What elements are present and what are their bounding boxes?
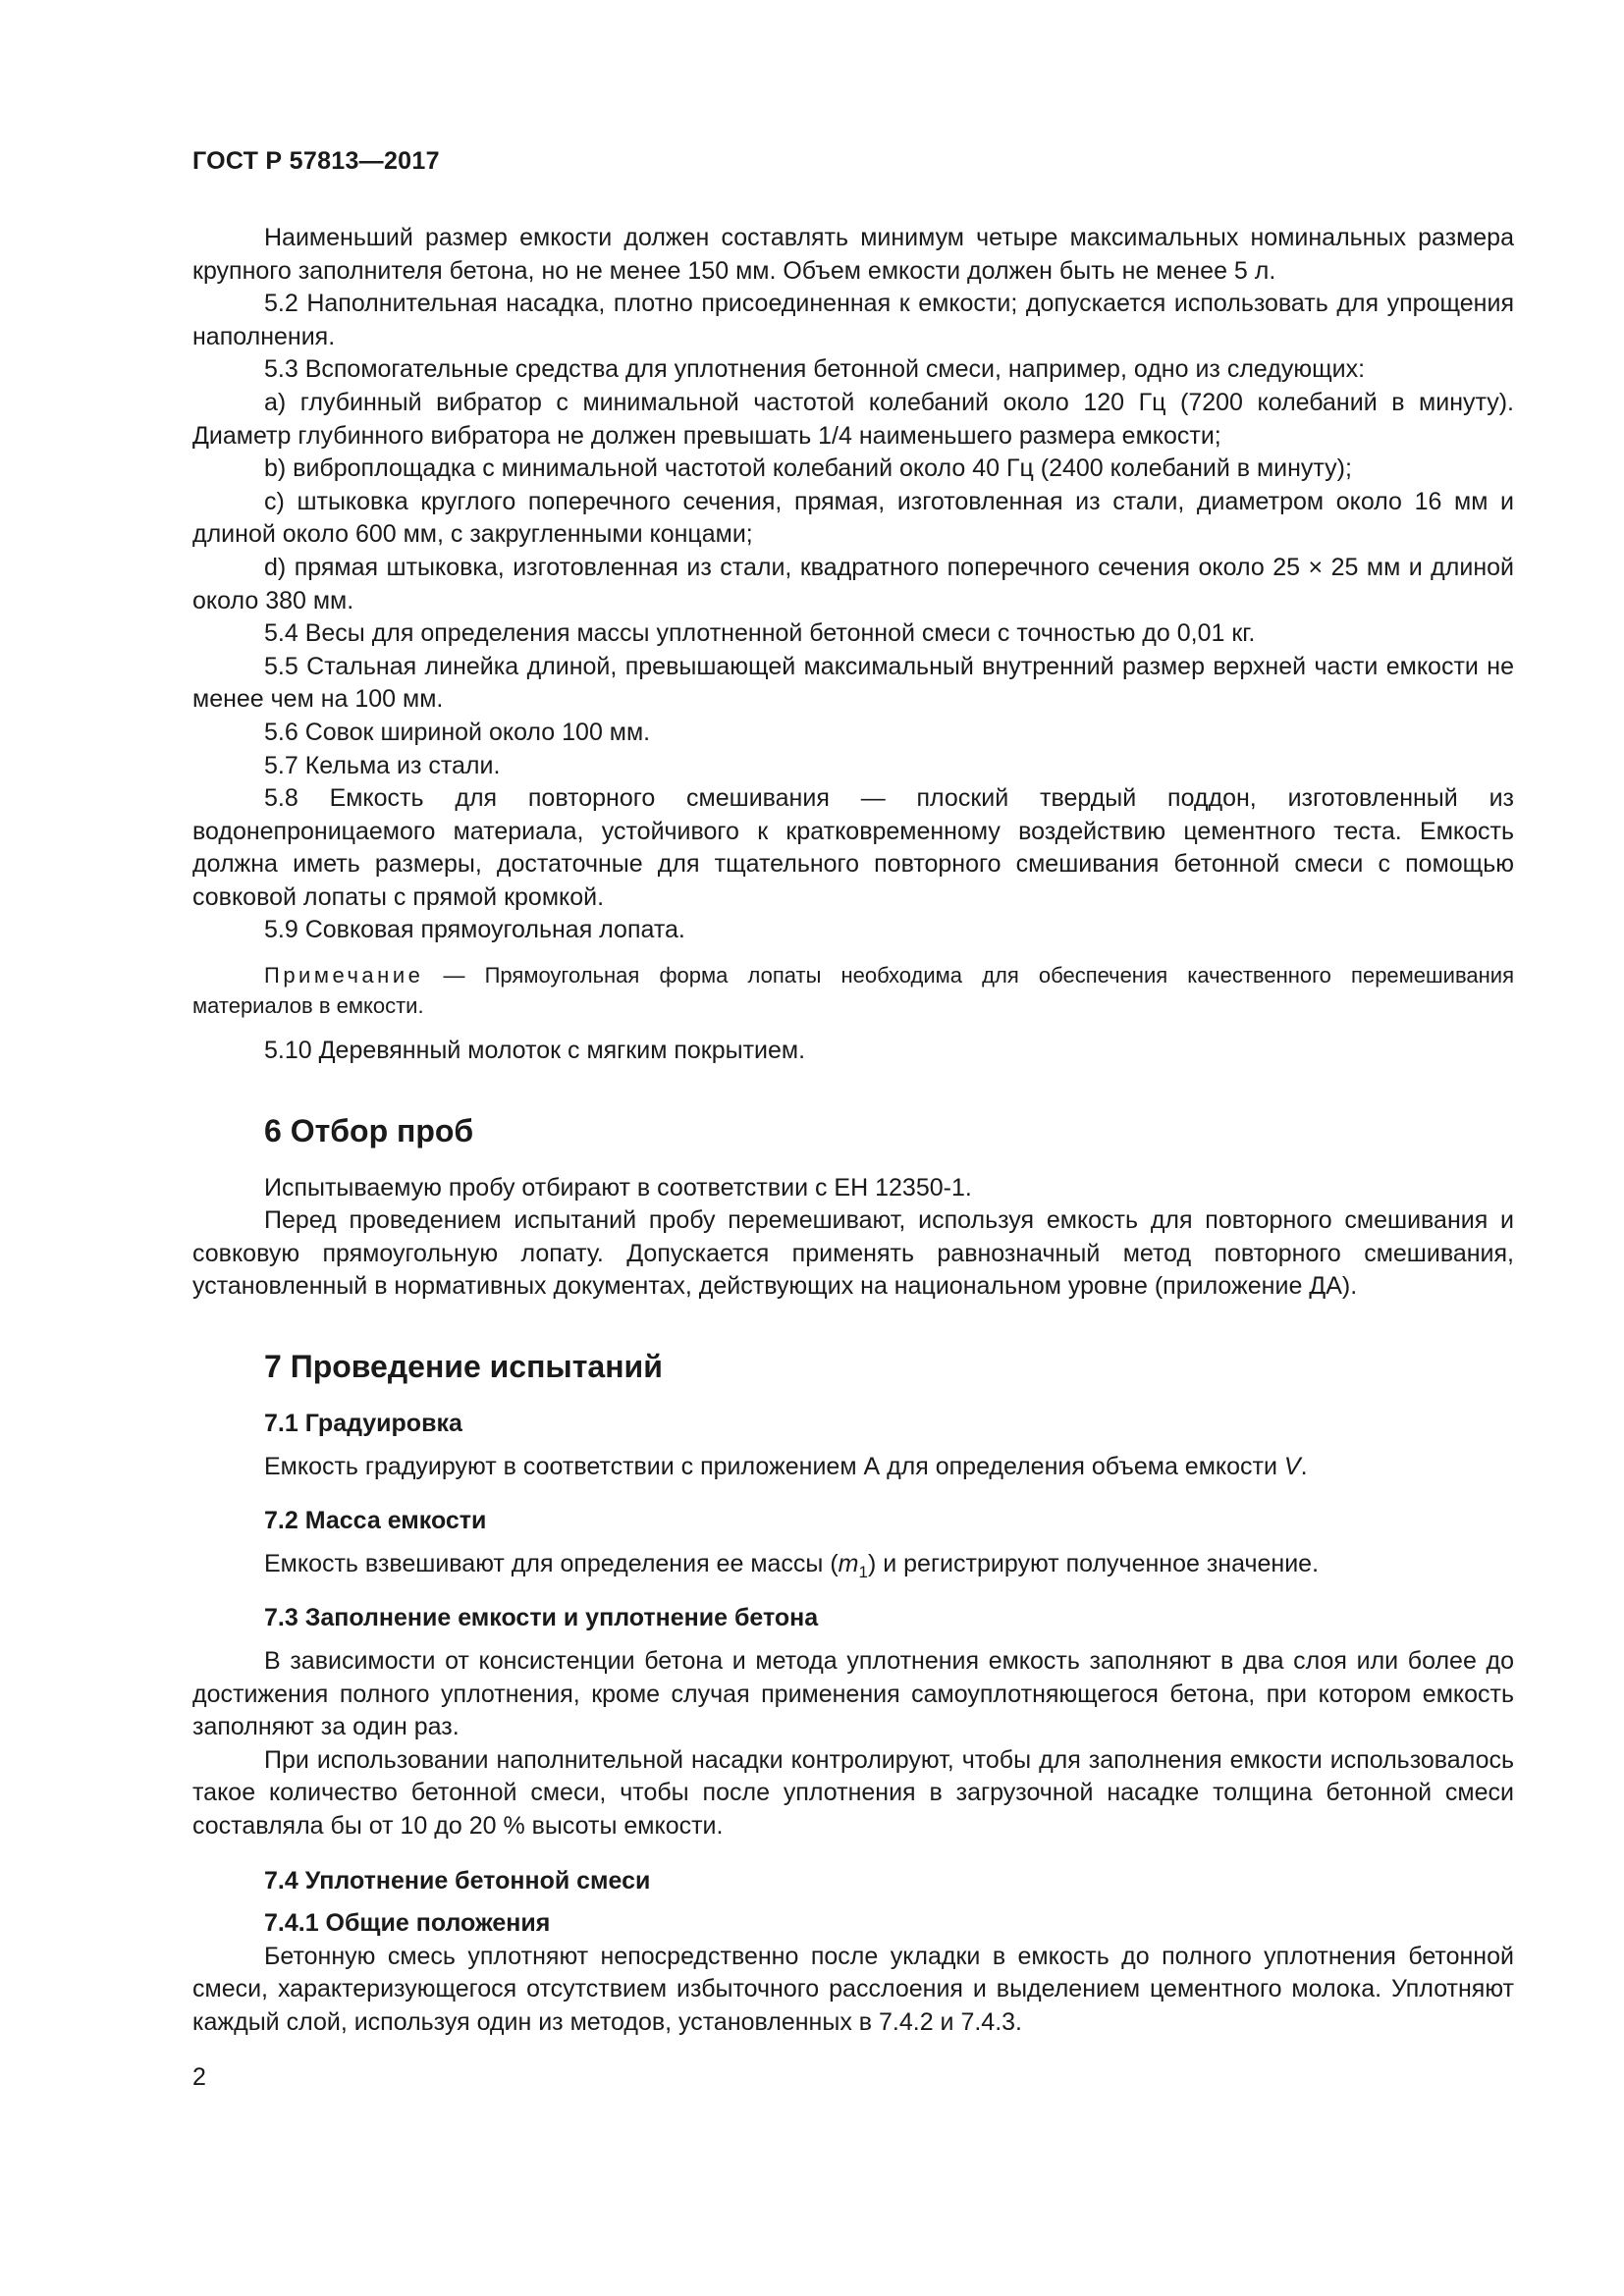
paragraph-5-3-b: b) виброплощадка с минимальной частотой колебаний около 40 Гц (2400 колебаний в минуту);	[264, 454, 1352, 483]
paragraph-5-3-c: с) штыковка круглого поперечного сечения, прямая, изготовленная из стали, диаметром около 16 мм и длиной около 600 мм, с закругленными концами;	[192, 487, 1514, 549]
mass-variable: m	[838, 1549, 859, 1577]
paragraph-5-3: 5.3 Вспомогательные средства для уплотнения бетонной смеси, например, одно из следующих:	[264, 355, 1366, 384]
subsection-heading-7-1: 7.1 Градуировка	[264, 1410, 462, 1438]
standard-designation: ГОСТ Р 57813—2017	[192, 147, 440, 175]
mass-variable-subscript: 1	[858, 1562, 868, 1581]
paragraph-5-4: 5.4 Весы для определения массы уплотненной бетонной смеси с точностью до 0,01 кг.	[264, 619, 1256, 648]
paragraph-5-6: 5.6 Совок шириной около 100 мм.	[264, 718, 651, 746]
paragraph-5-3-a: а) глубинный вибратор с минимальной частотой колебаний около 120 Гц (7200 колебаний в минуту). Диаметр глубинного вибратора не должен превышать 1/4 наименьшего размера емкости;	[192, 388, 1514, 450]
note-label: Примечание	[264, 963, 424, 988]
section-heading-6: 6 Отбор проб	[264, 1112, 474, 1148]
paragraph-7-2-text: Емкость взвешивают для определения ее массы (	[264, 1549, 839, 1577]
paragraph-7-4-1: Бетонную смесь уплотняют непосредственно после укладки в емкость до полного уплотнения бетонной смеси, характеризующегося отсутствием избыточного расслоения и выделением цементного молока. Уплотняют каждый слой, используя один из методов, установленных в 7.4.2 и 7.4.3.	[192, 1942, 1514, 2036]
paragraph-6-2: Перед проведением испытаний пробу перемешивают, используя емкость для повторного смешивания и совковую прямоугольную лопату. Допускается применять равнозначный метод повторного смешивания, установленный в нормативных документах, действующих на национальном уровне (приложение ДА).	[192, 1206, 1514, 1301]
paragraph-5-2: 5.2 Наполнительная насадка, плотно присоединенная к емкости; допускается использовать для упрощения наполнения.	[192, 290, 1514, 350]
paragraph-5-7: 5.7 Кельма из стали.	[264, 751, 501, 779]
page-number: 2	[192, 2063, 206, 2091]
subsection-heading-7-3: 7.3 Заполнение емкости и уплотнение бетона	[264, 1604, 819, 1632]
paragraph-5-9: 5.9 Совковая прямоугольная лопата.	[264, 916, 685, 944]
paragraph-7-1-end: .	[1300, 1452, 1308, 1480]
paragraph-7-2	[192, 1548, 1514, 1581]
paragraph-5-3-d: d) прямая штыковка, изготовленная из стали, квадратного поперечного сечения около 25 × 25 мм и длиной около 380 мм.	[192, 553, 1514, 614]
subsection-heading-7-4-1: 7.4.1 Общие положения	[264, 1909, 551, 1938]
paragraph-6-1: Испытываемую пробу отбирают в соответствии с ЕН 12350-1.	[264, 1173, 972, 1201]
paragraph-5-5: 5.5 Стальная линейка длиной, превышающей максимальный внутренний размер верхней части емкости не менее чем на 100 мм.	[192, 652, 1514, 714]
note-text: — Прямоугольная форма лопаты необходима для обеспечения качественного перемешивания материалов в емкости.	[192, 963, 1514, 1019]
note	[192, 960, 1514, 1021]
paragraph-7-3-1: В зависимости от консистенции бетона и метода уплотнения емкость заполняют в два слоя или более до достижения полного уплотнения, кроме случая применения самоуплотняющегося бетона, при котором емкость заполняют за один раз.	[192, 1647, 1514, 1741]
paragraph-5-10: 5.10 Деревянный молоток с мягким покрытием.	[264, 1037, 806, 1065]
subsection-heading-7-2: 7.2 Масса емкости	[264, 1507, 487, 1535]
paragraph-7-1	[192, 1451, 1514, 1484]
section-heading-7: 7 Проведение испытаний	[264, 1349, 663, 1385]
paragraph-intro: Наименьший размер емкости должен составлять минимум четыре максимальных номинальных размера крупного заполнителя бетона, но не менее 150 мм. Объем емкости должен быть не менее 5 л.	[192, 224, 1514, 285]
paragraph-7-3-2: При использовании наполнительной насадки контролируют, чтобы для заполнения емкости использовалось такое количество бетонной смеси, чтобы после уплотнения в загрузочной насадке толщина бетонной смеси составляла бы от 10 до 20 % высоты емкости.	[192, 1745, 1514, 1840]
paragraph-5-8: 5.8 Емкость для повторного смешивания — плоский твердый поддон, изготовленный из водонепроницаемого материала, устойчивого к кратковременному воздействию цементного теста. Емкость должна иметь размеры, достаточные для тщательного повторного смешивания бетонной смеси с помощью совковой лопаты с прямой кромкой.	[192, 784, 1514, 911]
paragraph-7-2-end: ) и регистрируют полученное значение.	[867, 1549, 1320, 1577]
paragraph-7-1-text: Емкость градуируют в соответствии с приложением А для определения объема емкости	[264, 1452, 1284, 1480]
subsection-heading-7-4: 7.4 Уплотнение бетонной смеси	[264, 1866, 651, 1895]
volume-variable: V	[1283, 1452, 1301, 1480]
document-body	[192, 222, 1514, 2040]
